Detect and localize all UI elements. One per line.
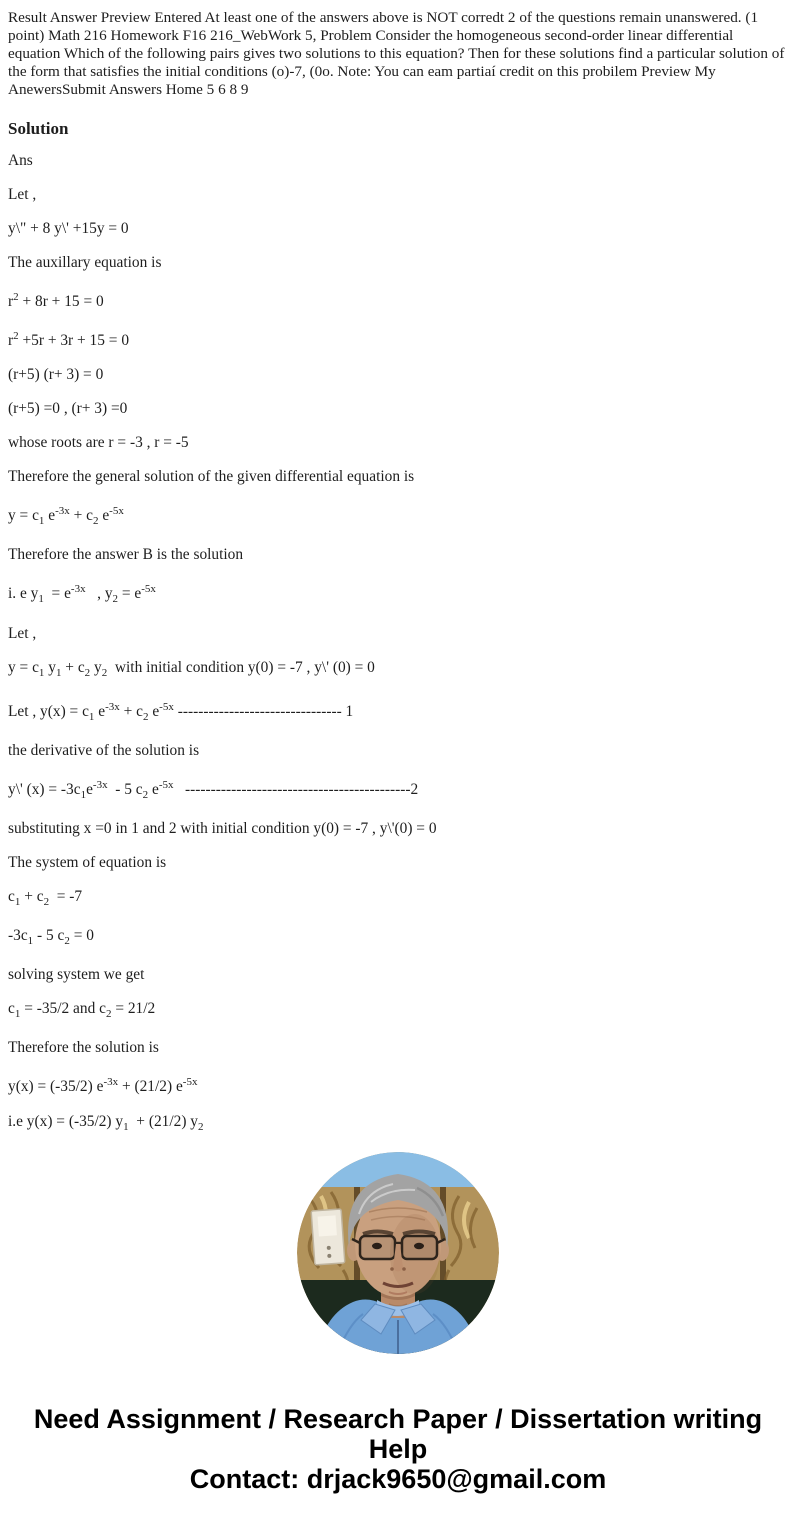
solution-line: y(x) = (-35/2) $e^{-3x} + (21/2)$ $e^{-5x}$ <box>8 1076 198 1096</box>
solution-line: i.e y(x) = (-35/2) $y_1 + (21/2)$ $y_2$ <box>8 1112 204 1133</box>
footer-ad <box>8 1404 788 1494</box>
solution-line: $y = c_1$ $y_1 + c_2$ $y_2$ with initial condition y(0) = -7 , y\' (0) = 0 <box>8 658 375 679</box>
footer-heading: Need Assignment / Research Paper / Dissertation writing Help <box>33 1404 763 1465</box>
solution-line: solving system we get <box>8 966 145 984</box>
solution-line: $r^2 +5r + 3r + 15 = 0$ <box>8 330 130 350</box>
solution-line: $r^2 + 8r + 15 = 0$ <box>8 291 104 311</box>
webwork-result-paragraph: Result Answer Preview Entered At least one of the answers above is NOT corredt 2 of the questions remain unanswered. (1 point) Math 216 Homework F16 216_WebWork 5, Problem Consider the homogeneous second-order linear differential equation Which of the following pairs gives two solutions to this equation? Then for these solutions find a particular solution of the form that satisfies the initial conditions (o)-7, (0o. Note: You can eam partiaí credit on this probilem Preview My AnewersSubmit Answers Home 5 6 8 9 <box>8 9 785 98</box>
solution-line: (r+5) =0 , (r+ 3) =0 <box>8 400 128 418</box>
solution-line: Therefore the general solution of the given differential equation is <box>8 468 415 486</box>
solution-line: whose roots are r = -3 , r = -5 <box>8 434 189 452</box>
solution-line: Therefore the answer B is the solution <box>8 546 244 564</box>
solution-line: The system of equation is <box>8 854 167 872</box>
solution-line: Let , <box>8 624 37 642</box>
solution-line: Therefore the solution is <box>8 1039 159 1057</box>
solution-line: y\" + 8 y\' +15y = 0 <box>8 220 129 237</box>
eye-left <box>372 1243 382 1249</box>
solution-line: Let , <box>8 186 37 203</box>
solution-line: $y = c_1$ $e^{-3x} + c_2$ $e^{-5x}$ <box>8 505 124 528</box>
solution-heading: Solution <box>8 119 69 138</box>
tutor-photo-illustration <box>297 1152 499 1354</box>
avatar-wrap <box>8 1152 788 1354</box>
switch-plate <box>311 1209 345 1265</box>
solution-line: $-3c_1 - 5$ $c_2 = 0$ <box>8 927 94 948</box>
solution-line: The auxillary equation is <box>8 254 162 271</box>
solution-line: Ans <box>8 152 33 169</box>
solution-line: the derivative of the solution is <box>8 741 200 759</box>
footer-contact-email: Contact: drjack9650@gmail.com <box>189 1464 607 1495</box>
solution-line: (r+5) (r+ 3) = 0 <box>8 366 104 384</box>
solution-body <box>8 152 788 1136</box>
tutor-avatar-photo <box>297 1152 499 1354</box>
solution-line: Let , $y(x) = c_1$ $e^{-3x} + c_2$ $e^{-5x}$ -------------------------------- 1 <box>8 700 354 723</box>
solution-line: substituting x =0 in 1 and 2 with initial condition y(0) = -7 , y\'(0) = 0 <box>8 820 437 838</box>
solution-line: i. e $y_1 = e^{-3x}$ , $y_2 = e^{-5x}$ <box>8 583 156 606</box>
eye-right <box>414 1243 424 1249</box>
solution-line: y\' $(x) = -3c_1e^{-3x} - 5$ $c_2$ $e^{-5x}$ --------------------------------------------2 <box>8 778 419 802</box>
solution-line: $c_1 = -35/2$ and $c_2 = 21/2$ <box>8 1000 156 1021</box>
solution-line: $c_1 + c_2 = -7$ <box>8 888 83 909</box>
